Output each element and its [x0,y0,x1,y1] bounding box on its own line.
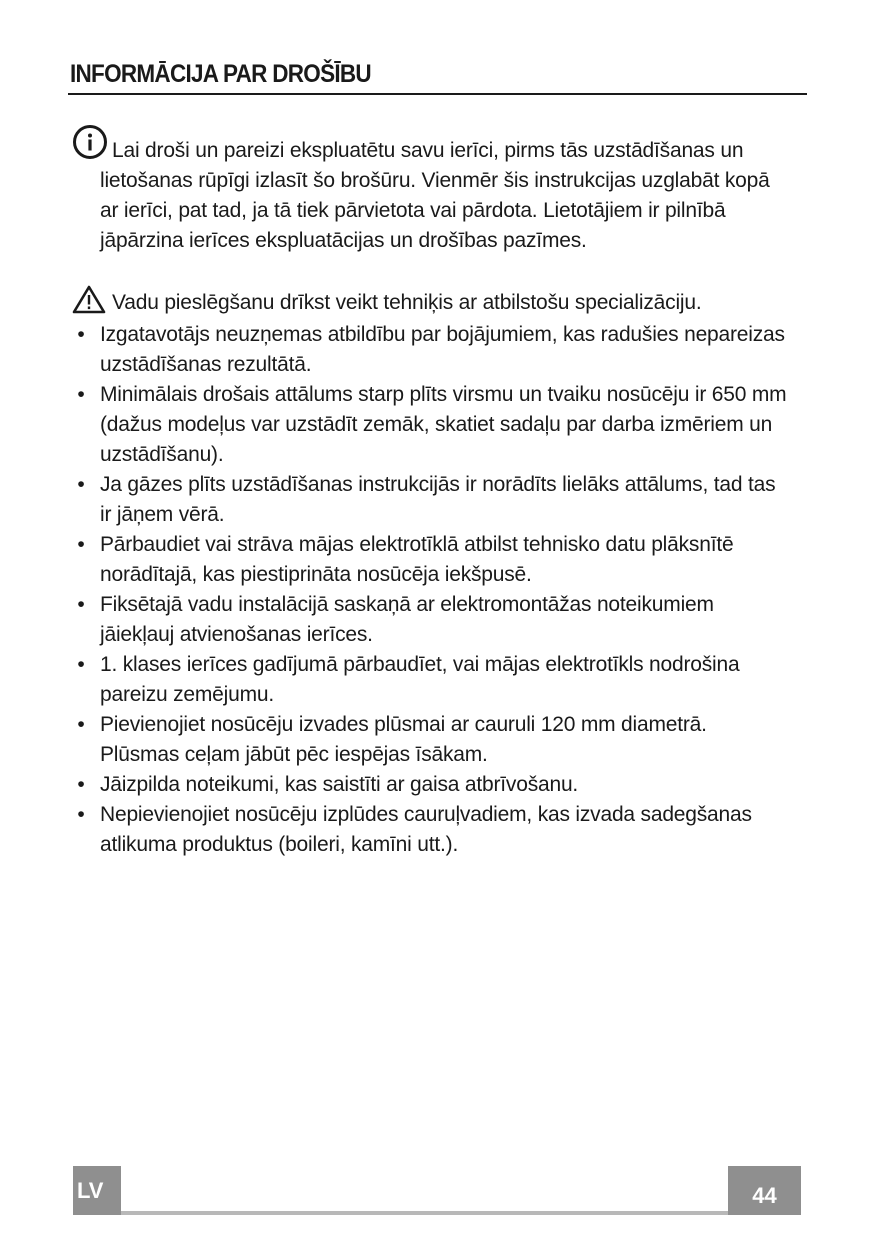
language-badge: LV [73,1166,121,1215]
page-number: 44 [728,1166,801,1215]
bullet-icon: • [77,803,85,826]
list-item-text: Jāizpilda noteikumi, kas saistīti ar gaisa atbrīvošanu. [100,773,579,796]
list-item-text: Izgatavotājs neuzņemas atbildību par bojājumiem, kas radušies nepareizas uzstādīšanas rezultātā. [100,323,785,376]
safety-bullet-list [77,320,790,860]
title-divider [68,93,807,95]
list-item-text: Ja gāzes plīts uzstādīšanas instrukcijās ir norādīts lielāks attālums, tad tas ir jāņem vērā. [100,473,776,526]
list-item [77,380,790,470]
footer-rule [73,1211,801,1215]
warning-paragraph [100,288,790,318]
list-item [77,800,790,860]
info-paragraph [100,136,790,256]
list-item-text: Nepievienojiet nosūcēju izplūdes cauruļvadiem, kas izvada sadegšanas atlikuma produktus (boileri, kamīni utt.). [100,803,752,856]
list-item [77,770,790,800]
bullet-icon: • [77,533,85,556]
bullet-icon: • [77,593,85,616]
list-item-text: Pārbaudiet vai strāva mājas elektrotīklā atbilst tehnisko datu plāksnītē norādītajā, kas piestiprināta nosūcēja iekšpusē. [100,533,734,586]
bullet-icon: • [77,473,85,496]
bullet-icon: • [77,653,85,676]
list-item [77,530,790,590]
list-item-text: Fiksētajā vadu instalācijā saskaņā ar elektromontāžas noteikumiem jāiekļauj atvienošanas ierīces. [100,593,714,646]
info-text: Lai droši un pareizi ekspluatētu savu ierīci, pirms tās uzstādīšanas un lietošanas rūpīgi izlasīt šo brošūru. Vienmēr šis instrukcijas uzglabāt kopā ar ierīci, pat tad, ja tā tiek pārvietota vai pārdota. Lietotājiem ir pilnībā jāpārzina ierīces ekspluatācijas un drošības pazīmes. [100,139,770,252]
list-item [77,650,790,710]
list-item [77,320,790,380]
bullet-icon: • [77,773,85,796]
bullet-icon: • [77,713,85,736]
list-item [77,590,790,650]
list-item-text: 1. klases ierīces gadījumā pārbaudīet, vai mājas elektrotīkls nodrošina pareizu zemējumu. [100,653,740,706]
page-title: INFORMĀCIJA PAR DROŠĪBU [70,60,371,88]
list-item [77,470,790,530]
warning-text: Vadu pieslēgšanu drīkst veikt tehniķis ar atbilstošu specializāciju. [112,291,702,314]
list-item-text: Minimālais drošais attālums starp plīts virsmu un tvaiku nosūcēju ir 650 mm (dažus modeļus var uzstādīt zemāk, skatiet sadaļu par darba izmēriem un uzstādīšanu). [100,383,787,466]
list-item [77,710,790,770]
bullet-icon: • [77,383,85,406]
list-item-text: Pievienojiet nosūcēju izvades plūsmai ar cauruli 120 mm diametrā. Plūsmas ceļam jābūt pēc iespējas īsākam. [100,713,707,766]
bullet-icon: • [77,323,85,346]
